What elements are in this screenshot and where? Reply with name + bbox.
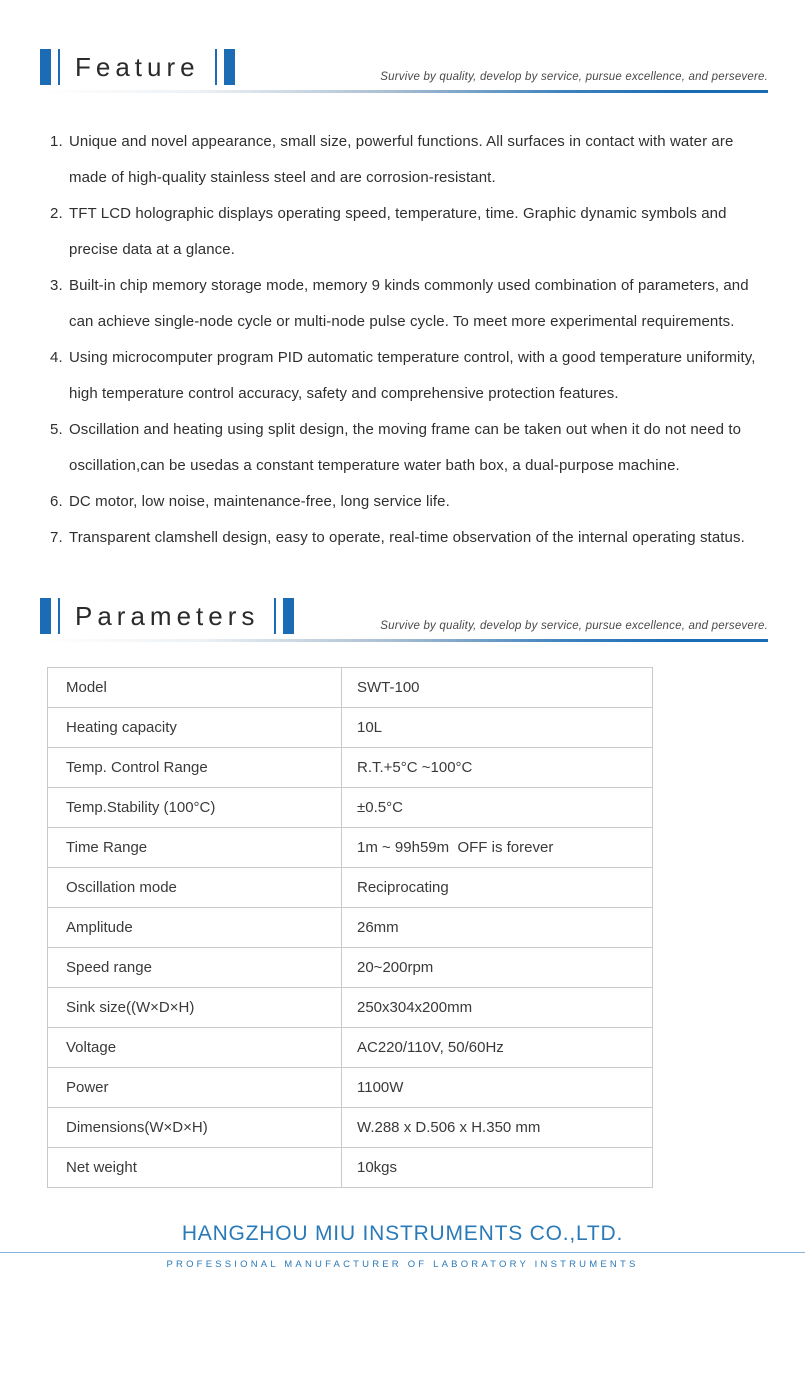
feature-list [40,124,768,556]
parameters-tagline: Survive by quality, develop by service, pursue excellence, and persevere. [380,620,768,632]
parameter-value: 10kgs [342,1148,653,1188]
parameter-value: 26mm [342,908,653,948]
feature-item: 5. Oscillation and heating using split design, the moving frame can be taken out when it do not need to oscillation,can be usedas a constant temperature water bath box, a dual-purpose machine. [67,412,768,484]
table-row [48,1068,653,1108]
table-row [48,988,653,1028]
feature-item: 2. TFT LCD holographic displays operating speed, temperature, time. Graphic dynamic symbols and precise data at a glance. [67,196,768,268]
feature-header-underline [40,90,768,93]
parameters-table [47,667,653,1188]
page-footer [0,1221,805,1270]
parameter-label: Speed range [48,948,342,988]
title-accent-bar-thick-right [224,49,235,85]
parameter-value: ±0.5°C [342,788,653,828]
title-accent-bar-thick-left [40,598,51,634]
table-row [48,668,653,708]
parameters-section [40,556,768,1188]
feature-item: 6. DC motor, low noise, maintenance-free, long service life. [67,484,768,520]
parameter-value: 10L [342,708,653,748]
parameter-label: Voltage [48,1028,342,1068]
parameter-label: Model [48,668,342,708]
parameter-label: Heating capacity [48,708,342,748]
parameter-value: 250x304x200mm [342,988,653,1028]
parameter-value: SWT-100 [342,668,653,708]
parameters-section-title: Parameters [75,600,260,631]
footer-divider [0,1252,805,1253]
table-row [48,908,653,948]
title-accent-bar-thin-left [58,49,60,85]
parameter-value: Reciprocating [342,868,653,908]
title-accent-bar-thin-right [274,598,276,634]
parameter-label: Oscillation mode [48,868,342,908]
table-row [48,948,653,988]
parameter-value: R.T.+5°C ~100°C [342,748,653,788]
parameter-label: Temp.Stability (100°C) [48,788,342,828]
feature-title-group [40,48,235,86]
feature-section-title: Feature [75,51,200,82]
parameter-value: W.288 x D.506 x H.350 mm [342,1108,653,1148]
table-row [48,788,653,828]
company-name: HANGZHOU MIU INSTRUMENTS CO.,LTD. [181,1222,624,1245]
parameter-label: Time Range [48,828,342,868]
feature-item: 1. Unique and novel appearance, small size, powerful functions. All surfaces in contact with water are made of high-quality stainless steel and are corrosion-resistant. [67,124,768,196]
feature-item: 4. Using microcomputer program PID automatic temperature control, with a good temperature uniformity, high temperature control accuracy, safety and comprehensive protection features. [67,340,768,412]
title-accent-bar-thick-right [283,598,294,634]
title-accent-bar-thin-left [58,598,60,634]
feature-item: 7. Transparent clamshell design, easy to operate, real-time observation of the internal operating status. [67,520,768,556]
table-row [48,868,653,908]
title-accent-bar-thin-right [215,49,217,85]
parameter-value: 20~200rpm [342,948,653,988]
parameter-value: 1m ~ 99h59m OFF is forever [342,828,653,868]
title-accent-bar-thick-left [40,49,51,85]
parameter-label: Net weight [48,1148,342,1188]
table-row [48,1108,653,1148]
parameter-label: Amplitude [48,908,342,948]
parameters-table-body [48,668,653,1188]
feature-header [40,48,768,86]
feature-item: 3. Built-in chip memory storage mode, memory 9 kinds commonly used combination of parameters, and can achieve single-node cycle or multi-node pulse cycle. To meet more experimental requirements. [67,268,768,340]
feature-tagline: Survive by quality, develop by service, pursue excellence, and persevere. [380,71,768,83]
table-row [48,708,653,748]
parameters-header [40,597,768,635]
table-row [48,828,653,868]
table-row [48,1028,653,1068]
table-row [48,1148,653,1188]
parameter-label: Power [48,1068,342,1108]
parameters-title-group [40,597,294,635]
table-row [48,748,653,788]
feature-section [40,0,768,556]
parameter-value: AC220/110V, 50/60Hz [342,1028,653,1068]
parameters-header-underline [40,639,768,642]
parameter-label: Dimensions(W×D×H) [48,1108,342,1148]
footer-subtitle: PROFESSIONAL MANUFACTURER OF LABORATORY INSTRUMENTS [166,1259,639,1270]
parameter-label: Sink size((W×D×H) [48,988,342,1028]
parameter-label: Temp. Control Range [48,748,342,788]
parameter-value: 1100W [342,1068,653,1108]
